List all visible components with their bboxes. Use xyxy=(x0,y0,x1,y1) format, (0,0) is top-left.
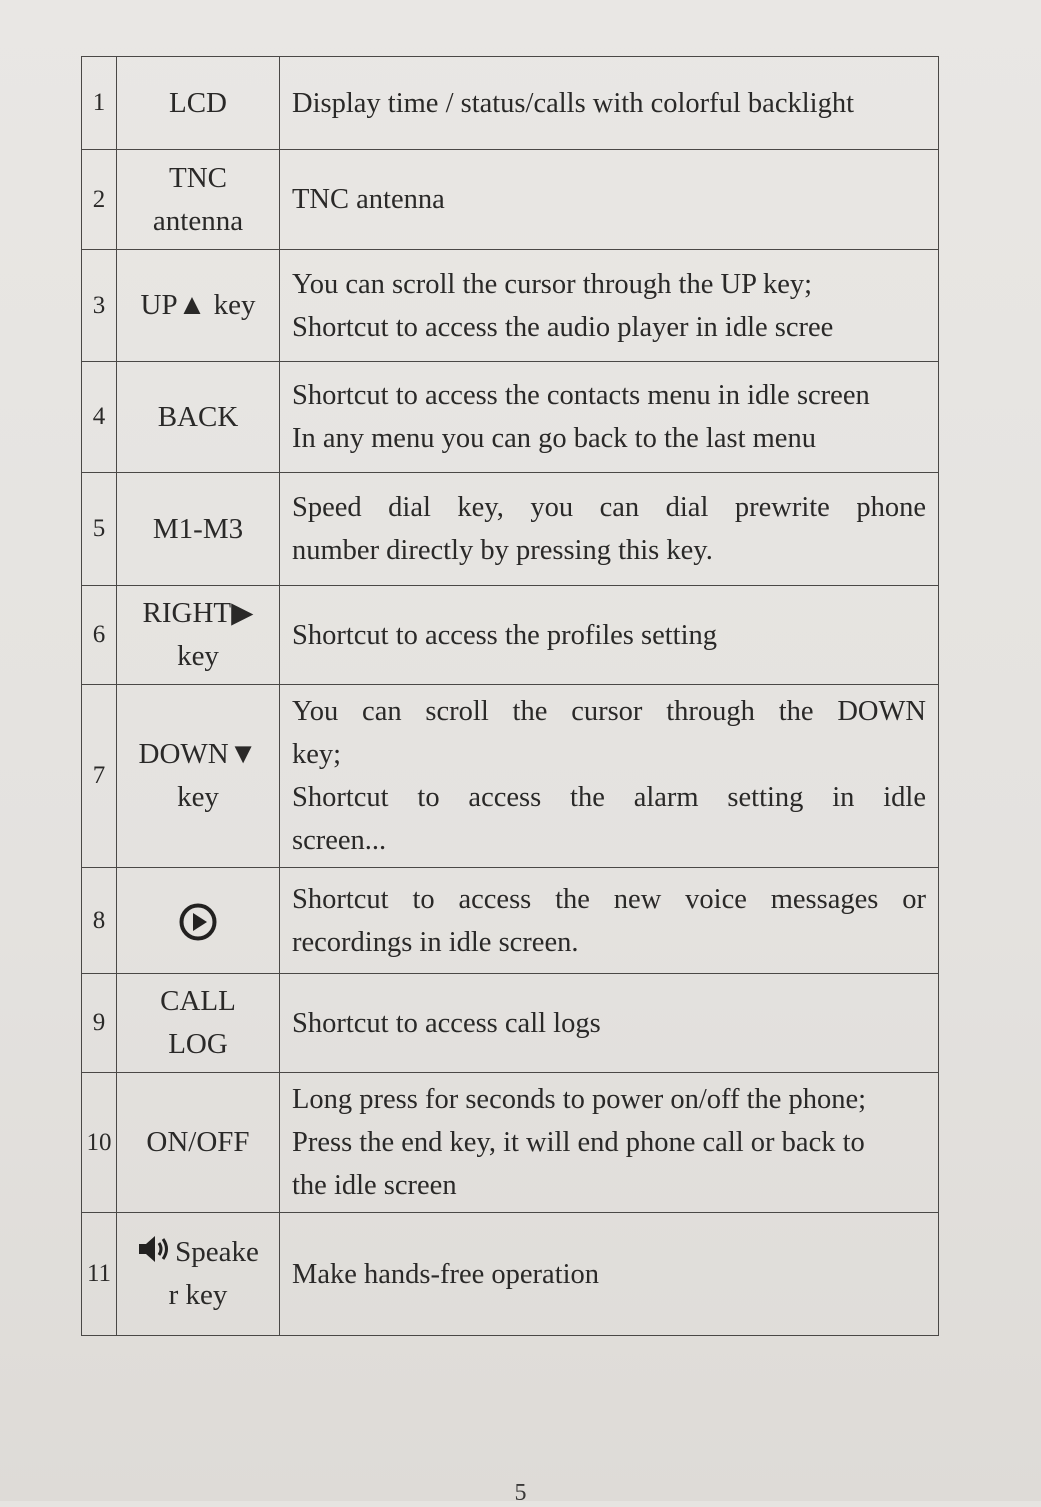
row-number: 10 xyxy=(82,1073,117,1213)
key-name-line: LOG xyxy=(168,1028,228,1060)
table-row xyxy=(82,362,939,473)
key-name xyxy=(117,868,280,974)
row-number: 3 xyxy=(82,250,117,362)
key-description xyxy=(280,685,939,868)
description-line: Display time / status/calls with colorful backlight xyxy=(292,87,854,119)
row-number: 6 xyxy=(82,586,117,685)
key-description xyxy=(280,150,939,250)
row-number: 5 xyxy=(82,473,117,586)
key-name xyxy=(117,1073,280,1213)
row-number: 11 xyxy=(82,1213,117,1336)
key-name xyxy=(117,362,280,473)
description-line: Shortcut to access call logs xyxy=(292,1007,601,1039)
key-name xyxy=(117,685,280,868)
description-line: Long press for seconds to power on/off the phone; xyxy=(292,1084,867,1115)
description-line: recordings in idle screen. xyxy=(292,926,579,958)
description-line: Shortcut to access the profiles setting xyxy=(292,619,718,651)
key-name-line: key xyxy=(177,640,219,672)
key-name-line: antenna xyxy=(152,204,244,237)
key-name-text: Speake xyxy=(175,1236,259,1268)
key-description xyxy=(280,1073,939,1213)
description-line: TNC antenna xyxy=(292,184,445,215)
key-name-line: r key xyxy=(168,1279,228,1311)
key-description xyxy=(280,250,939,362)
key-name xyxy=(117,473,280,586)
key-name xyxy=(117,57,280,150)
row-number: 7 xyxy=(82,685,117,868)
description-line: number directly by pressing this key. xyxy=(292,535,713,566)
key-description xyxy=(280,1213,939,1336)
table-row xyxy=(82,586,939,685)
description-line: Shortcut to access the alarm setting in idle xyxy=(292,782,926,813)
row-number: 2 xyxy=(82,150,117,250)
key-name xyxy=(117,150,280,250)
speaker-icon xyxy=(137,1234,171,1264)
page-number: 5 xyxy=(514,1480,527,1506)
key-name-line: ON/OFF xyxy=(146,1126,250,1158)
play-circle-icon xyxy=(178,902,218,942)
table-row xyxy=(82,250,939,362)
table-row xyxy=(82,150,939,250)
table-row xyxy=(82,1213,939,1336)
description-line: Press the end key, it will end phone call or back to xyxy=(292,1127,865,1158)
description-line: key; xyxy=(292,739,342,770)
description-line: Shortcut to access the contacts menu in idle screen xyxy=(292,380,870,411)
key-description xyxy=(280,362,939,473)
key-name-line: UP▲ key xyxy=(140,289,256,321)
key-name-line: LCD xyxy=(169,86,227,119)
description-line: Speed dial key, you can dial prewrite phone xyxy=(292,492,926,523)
description-line: Make hands-free operation xyxy=(292,1258,600,1290)
key-name-line xyxy=(117,1231,279,1274)
key-name xyxy=(117,1213,280,1336)
row-number: 4 xyxy=(82,362,117,473)
key-name-line: key xyxy=(177,781,219,813)
row-number: 8 xyxy=(82,868,117,974)
row-number: 9 xyxy=(82,974,117,1073)
description-line: the idle screen xyxy=(292,1170,457,1201)
key-description xyxy=(280,974,939,1073)
row-number: 1 xyxy=(82,57,117,150)
table-row xyxy=(82,974,939,1073)
key-description xyxy=(280,57,939,150)
description-line: You can scroll the cursor through the UP key; xyxy=(292,268,813,300)
description-line: Shortcut to access the audio player in idle scree xyxy=(292,311,834,343)
key-name-line: TNC xyxy=(169,161,227,194)
key-description xyxy=(280,586,939,685)
key-name-line: BACK xyxy=(157,400,239,433)
table-row xyxy=(82,473,939,586)
table-row xyxy=(82,57,939,150)
key-description xyxy=(280,868,939,974)
description-line: Shortcut to access the new voice messages or xyxy=(292,883,926,915)
key-name xyxy=(117,974,280,1073)
table-row xyxy=(82,685,939,868)
table-row xyxy=(82,868,939,974)
table-row xyxy=(82,1073,939,1213)
description-line: In any menu you can go back to the last menu xyxy=(292,423,816,454)
key-function-table xyxy=(81,56,939,1336)
key-name-line: DOWN▼ xyxy=(138,738,258,770)
description-line: screen... xyxy=(292,825,387,856)
key-description xyxy=(280,473,939,586)
key-name xyxy=(117,586,280,685)
key-name-line: RIGHT▶ xyxy=(142,597,254,629)
key-name xyxy=(117,250,280,362)
key-name-line: M1-M3 xyxy=(152,512,244,545)
description-line: You can scroll the cursor through the DOWN xyxy=(292,696,926,727)
key-name-line: CALL xyxy=(160,985,236,1017)
